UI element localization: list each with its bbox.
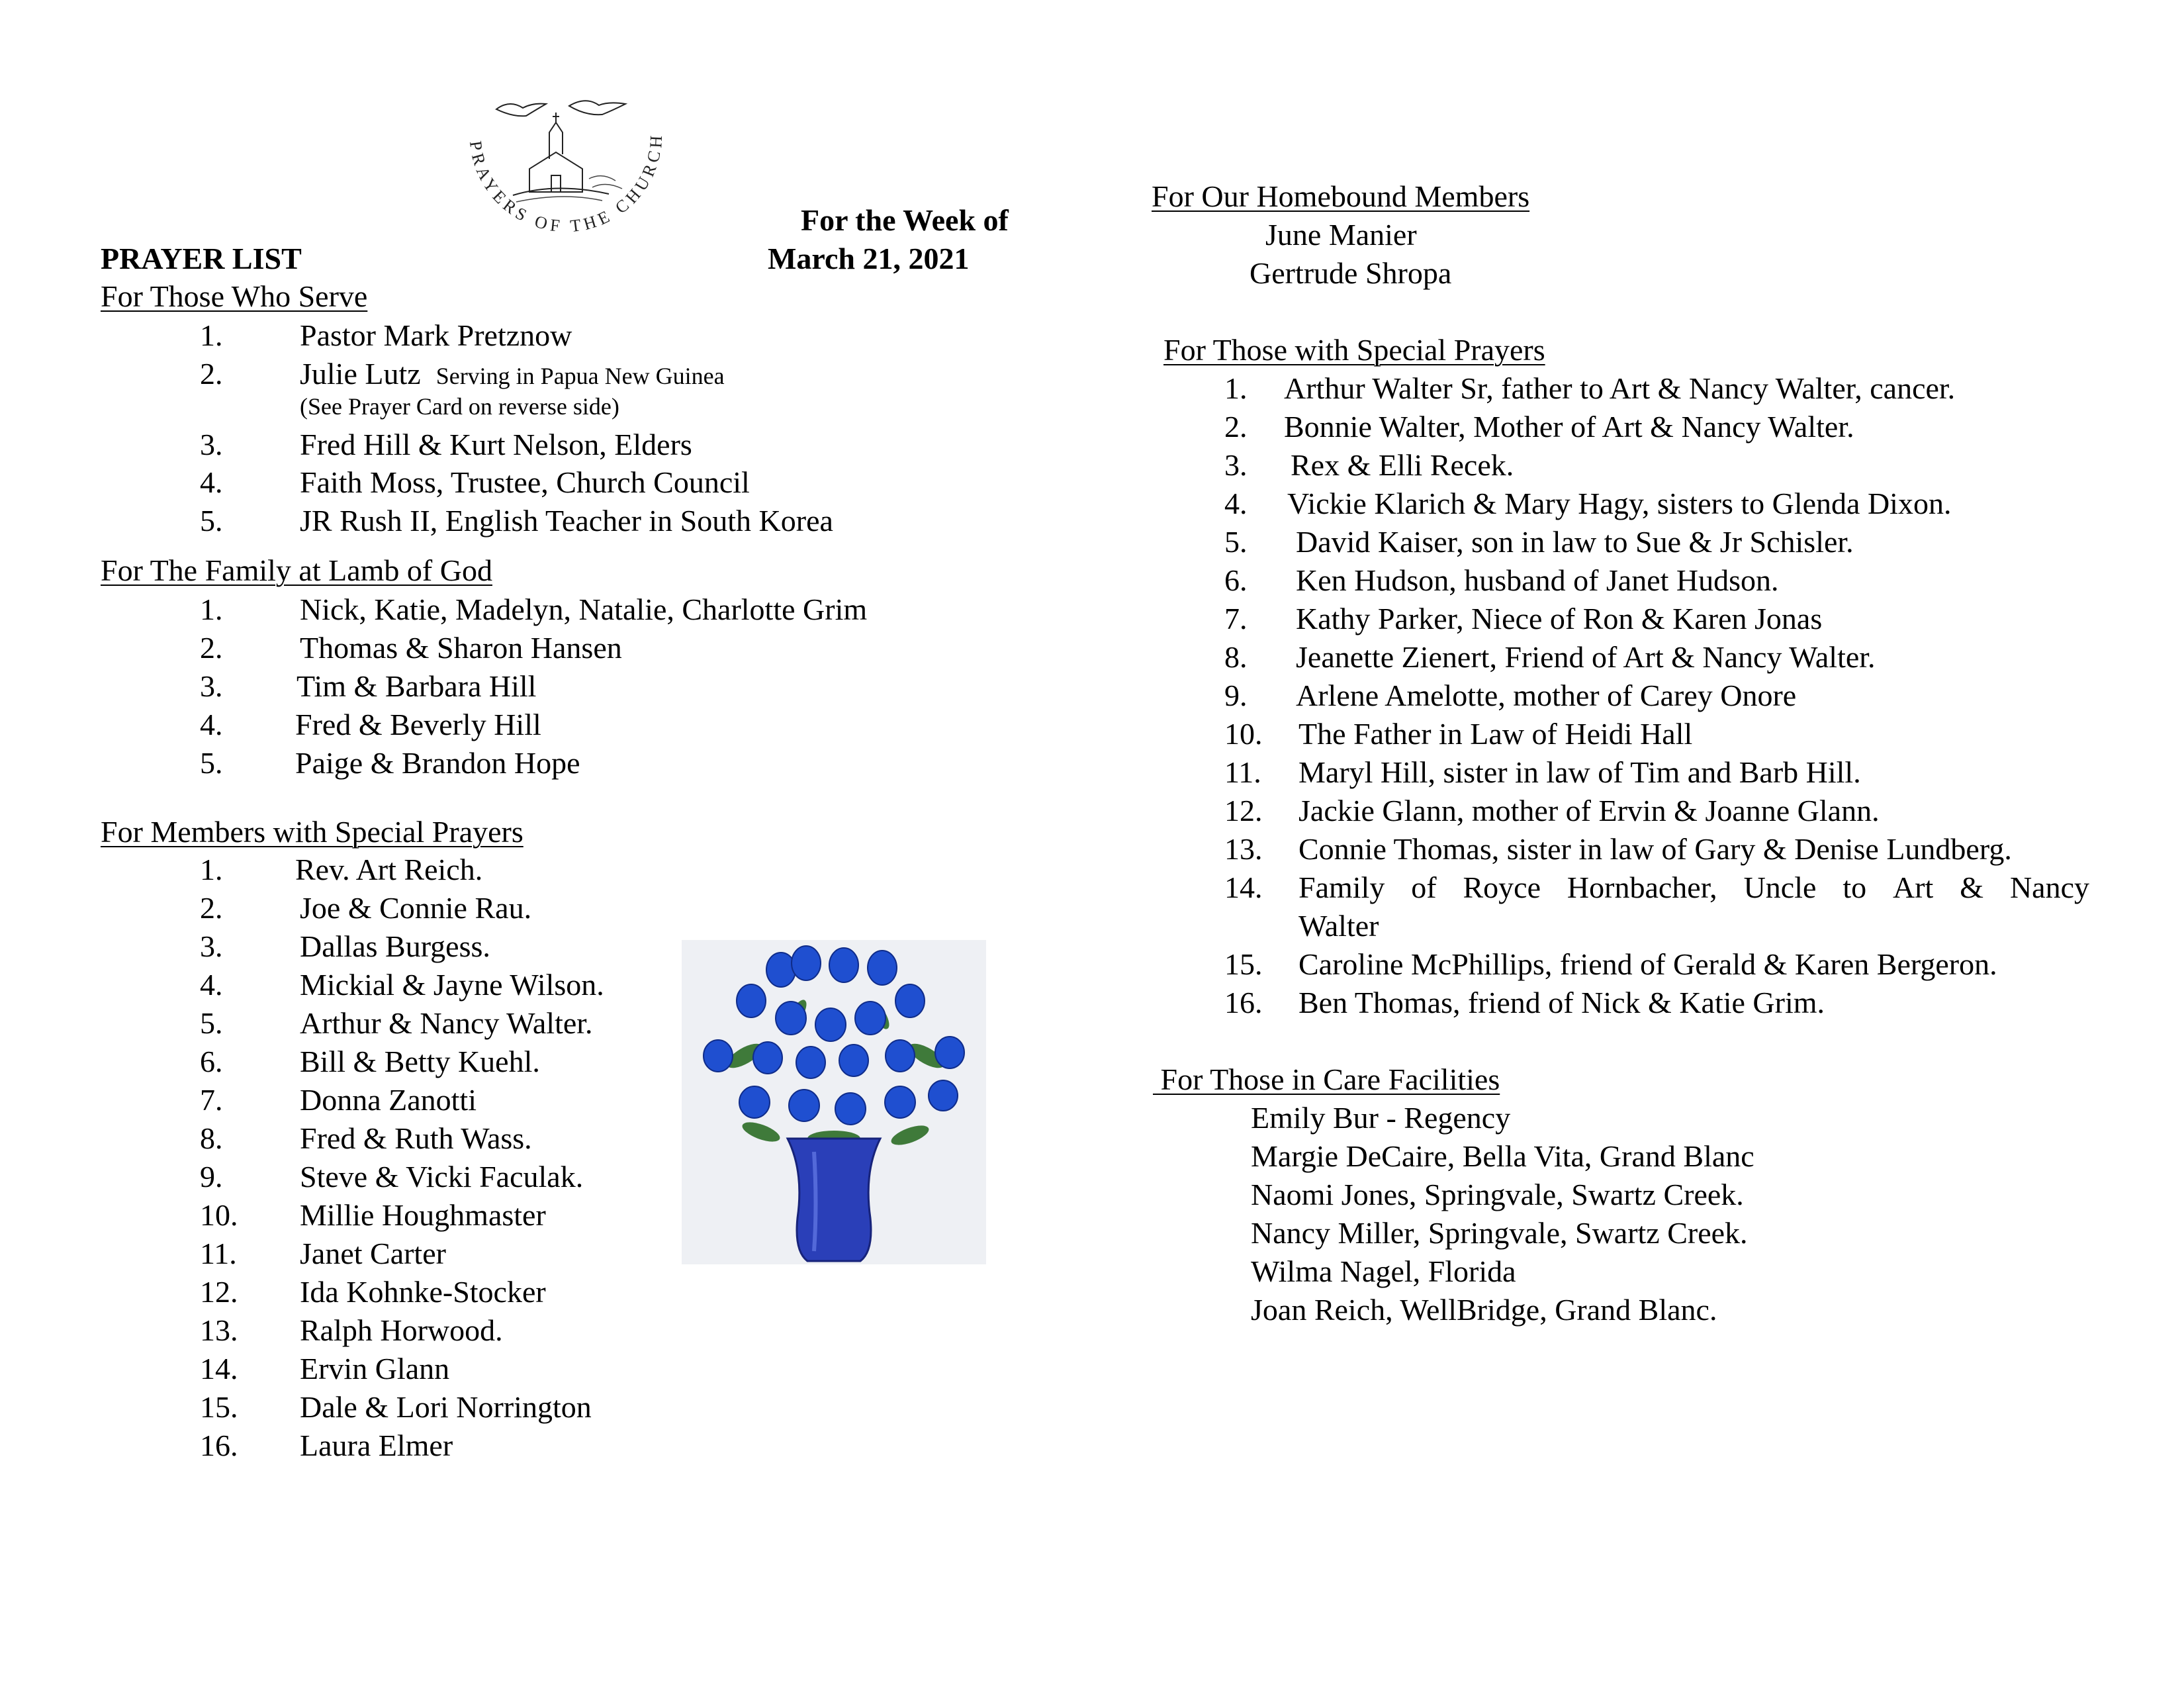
special-name: Arlene Amelotte, mother of Carey Onore [1296, 679, 1797, 712]
family-name: Nick, Katie, Madelyn, Natalie, Charlotte Grim [300, 592, 868, 626]
special-name: Kathy Parker, Niece of Ron & Karen Jonas [1296, 602, 1823, 635]
members-num: 16. [200, 1429, 238, 1462]
special-heading: For Those with Special Prayers [1163, 333, 1545, 367]
members-num: 5. [200, 1006, 223, 1040]
week-date: March 21, 2021 [768, 242, 970, 275]
family-name: Thomas & Sharon Hansen [300, 631, 622, 665]
special-num: 5. [1224, 525, 1248, 559]
members-num: 9. [200, 1160, 223, 1194]
members-name: Dale & Lori Norrington [300, 1390, 592, 1424]
members-name: Steve & Vicki Faculak. [300, 1160, 584, 1194]
special-num: 2. [1224, 410, 1248, 444]
members-name: Ralph Horwood. [300, 1313, 503, 1347]
word: Hornbacher, [1567, 870, 1717, 904]
special-num: 11. [1224, 755, 1261, 789]
special-name-line2: Walter [1298, 909, 1379, 943]
special-name: Ben Thomas, friend of Nick & Katie Grim. [1298, 986, 1825, 1019]
serve-heading: For Those Who Serve [101, 279, 368, 313]
family-num: 2. [200, 631, 223, 665]
serve-name: JR Rush II, English Teacher in South Korea [300, 504, 833, 538]
svg-text:PRAYERS OF THE CHURCH: PRAYERS OF THE CHURCH [465, 131, 666, 236]
homebound-item: Gertrude Shropa [1250, 256, 1452, 290]
family-heading: For The Family at Lamb of God [101, 553, 492, 587]
members-name: Dallas Burgess. [300, 929, 490, 963]
members-num: 14. [200, 1352, 238, 1385]
members-num: 13. [200, 1313, 238, 1347]
family-num: 4. [200, 708, 223, 741]
special-name: Vickie Klarich & Mary Hagy, sisters to Glenda Dixon. [1287, 487, 1952, 520]
care-item: Joan Reich, WellBridge, Grand Blanc. [1251, 1293, 1717, 1327]
special-name: Caroline McPhillips, friend of Gerald & Karen Bergeron. [1298, 947, 1997, 981]
special-name: Bonnie Walter, Mother of Art & Nancy Walter. [1284, 410, 1854, 444]
word: & [1960, 870, 1984, 904]
serve-num: 4. [200, 465, 223, 499]
care-item: Nancy Miller, Springvale, Swartz Creek. [1251, 1216, 1748, 1250]
serve-name: Faith Moss, Trustee, Church Council [300, 465, 750, 499]
special-num: 3. [1224, 448, 1248, 482]
members-num: 7. [200, 1083, 223, 1117]
members-num: 10. [200, 1198, 238, 1232]
church-logo [457, 96, 675, 242]
members-num: 6. [200, 1045, 223, 1078]
special-num: 14. [1224, 870, 1263, 904]
special-num: 8. [1224, 640, 1248, 674]
family-name: Fred & Beverly Hill [295, 708, 541, 741]
special-name: Rex & Elli Recek. [1291, 448, 1514, 482]
care-item: Margie DeCaire, Bella Vita, Grand Blanc [1251, 1139, 1754, 1173]
homebound-item: June Manier [1265, 218, 1417, 252]
members-name: Ida Kohnke-Stocker [300, 1275, 546, 1309]
word: to [1843, 870, 1867, 904]
members-name: Joe & Connie Rau. [300, 891, 532, 925]
serve-name: Pastor Mark Pretznow [300, 318, 572, 352]
members-name: Millie Houghmaster [300, 1198, 546, 1232]
special-name: Ken Hudson, husband of Janet Hudson. [1296, 563, 1779, 597]
members-num: 4. [200, 968, 223, 1002]
members-num: 8. [200, 1121, 223, 1155]
special-num: 9. [1224, 679, 1248, 712]
word: Royce [1463, 870, 1541, 904]
special-num: 4. [1224, 487, 1248, 520]
members-num: 15. [200, 1390, 238, 1424]
special-name: The Father in Law of Heidi Hall [1298, 717, 1693, 751]
special-num: 12. [1224, 794, 1263, 827]
care-heading-text: For Those in Care Facilities [1160, 1062, 1500, 1096]
members-name: Rev. Art Reich. [295, 853, 483, 886]
special-name: Jeanette Zienert, Friend of Art & Nancy Walter. [1296, 640, 1876, 674]
members-name: Janet Carter [300, 1237, 446, 1270]
members-name: Mickial & Jayne Wilson. [300, 968, 604, 1002]
members-name: Laura Elmer [300, 1429, 453, 1462]
blue-roses-image [682, 940, 986, 1264]
care-item: Wilma Nagel, Florida [1251, 1254, 1516, 1288]
members-num: 11. [200, 1237, 237, 1270]
members-name: Donna Zanotti [300, 1083, 477, 1117]
family-name: Paige & Brandon Hope [295, 746, 580, 780]
homebound-heading: For Our Homebound Members [1152, 179, 1530, 213]
word: Family [1298, 870, 1385, 904]
members-name: Bill & Betty Kuehl. [300, 1045, 540, 1078]
serve-name-text: Julie Lutz [300, 357, 421, 391]
special-name: Connie Thomas, sister in law of Gary & Denise Lundberg. [1298, 832, 2012, 866]
members-num: 2. [200, 891, 223, 925]
family-num: 3. [200, 669, 223, 703]
serve-note: Serving in Papua New Guinea [435, 363, 725, 389]
serve-num: 1. [200, 318, 223, 352]
special-num: 16. [1224, 986, 1263, 1019]
family-num: 1. [200, 592, 223, 626]
serve-num: 2. [200, 357, 223, 391]
special-name: Maryl Hill, sister in law of Tim and Barb Hill. [1298, 755, 1861, 789]
word: Nancy [2009, 870, 2089, 904]
serve-note-2: (See Prayer Card on reverse side) [300, 393, 619, 420]
members-num: 1. [200, 853, 223, 886]
members-name: Ervin Glann [300, 1352, 450, 1385]
special-num: 6. [1224, 563, 1248, 597]
serve-name: Fred Hill & Kurt Nelson, Elders [300, 428, 692, 461]
page-title: PRAYER LIST [101, 242, 302, 275]
members-name: Fred & Ruth Wass. [300, 1121, 532, 1155]
care-item: Emily Bur - Regency [1251, 1101, 1511, 1135]
special-name: David Kaiser, son in law to Sue & Jr Schisler. [1296, 525, 1854, 559]
special-name: Arthur Walter Sr, father to Art & Nancy Walter, cancer. [1284, 371, 1956, 405]
word: Uncle [1743, 870, 1817, 904]
serve-name [300, 355, 725, 395]
serve-num: 3. [200, 428, 223, 461]
word: Art [1893, 870, 1934, 904]
care-item: Naomi Jones, Springvale, Swartz Creek. [1251, 1178, 1744, 1211]
members-heading: For Members with Special Prayers [101, 815, 523, 849]
special-num: 15. [1224, 947, 1263, 981]
week-label: For the Week of [801, 203, 1009, 237]
special-name-justified [1298, 868, 2089, 945]
word: of [1411, 870, 1437, 904]
serve-num: 5. [200, 504, 223, 538]
special-num: 1. [1224, 371, 1248, 405]
members-num: 12. [200, 1275, 238, 1309]
care-heading [1153, 1060, 1500, 1099]
special-name: Jackie Glann, mother of Ervin & Joanne Glann. [1298, 794, 1880, 827]
special-num: 10. [1224, 717, 1263, 751]
special-name-line1 [1298, 868, 2089, 907]
family-num: 5. [200, 746, 223, 780]
members-name: Arthur & Nancy Walter. [300, 1006, 593, 1040]
special-num: 13. [1224, 832, 1263, 866]
members-num: 3. [200, 929, 223, 963]
family-name: Tim & Barbara Hill [296, 669, 537, 703]
special-num: 7. [1224, 602, 1248, 635]
